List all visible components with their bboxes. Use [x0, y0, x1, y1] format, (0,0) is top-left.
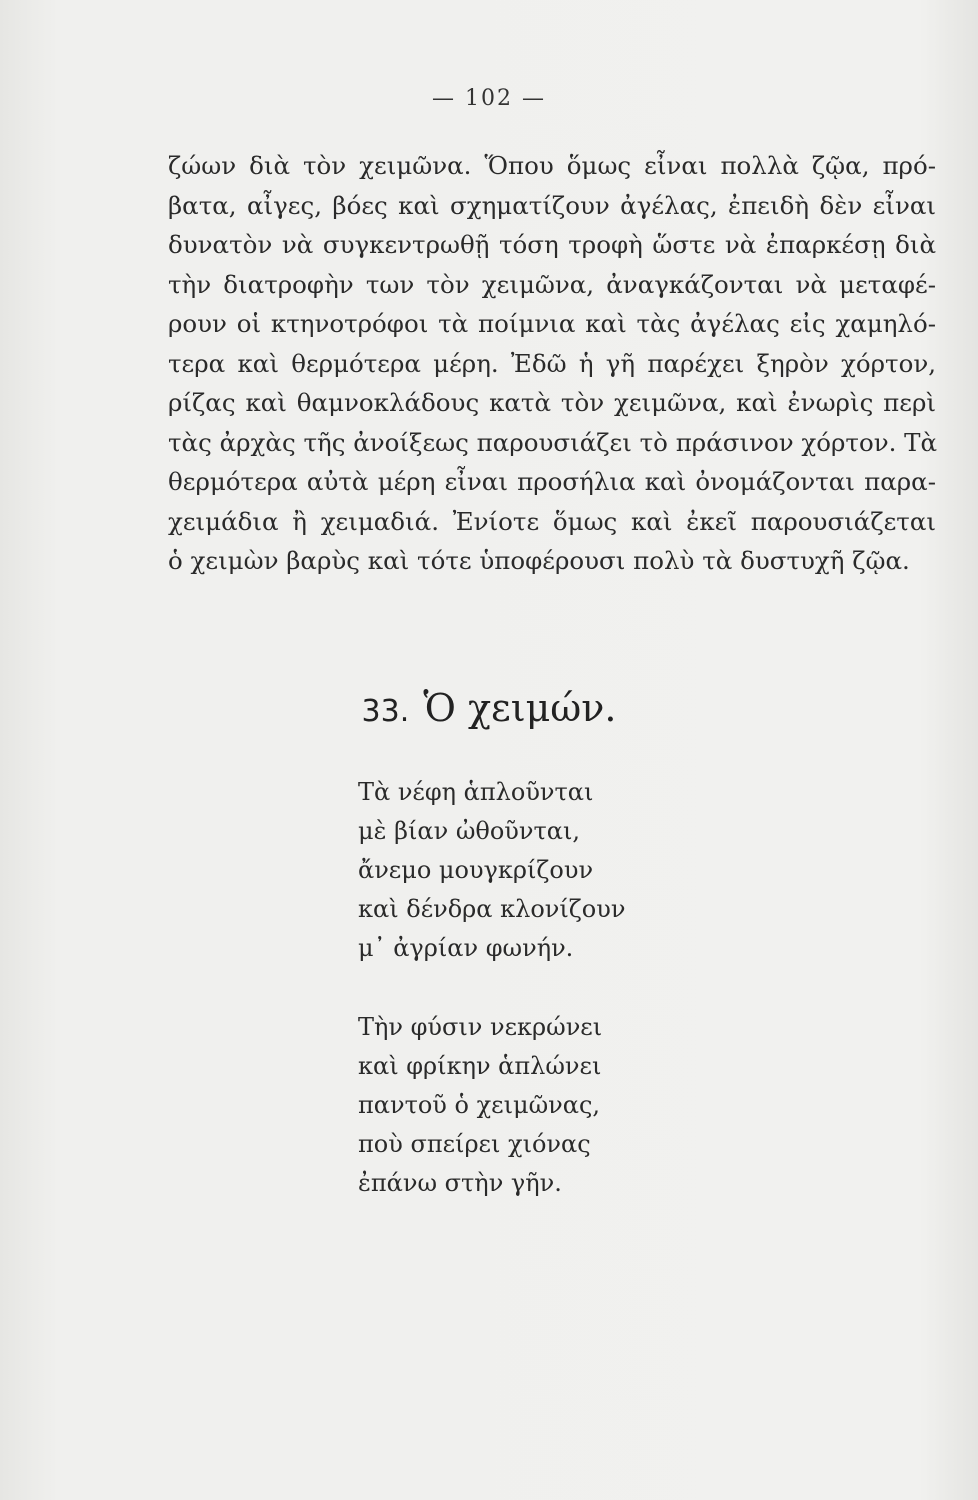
section-title: Ὁ χειμών.: [423, 686, 617, 730]
section-number: 33.: [361, 694, 410, 729]
prose-line: τὰς ἀρχὰς τῆς ἀνοίξεως παρουσιάζει τὸ πράσινον χόρτον. Τὰ: [168, 427, 938, 457]
poem-verse: καὶ φρίκην ἁπλώνει: [358, 1052, 602, 1080]
page-number: — 102 —: [432, 86, 546, 111]
poem-verse: μὲ βίαν ὠθοῦνται,: [358, 817, 580, 845]
poem-verse: ποὺ σπείρει χιόνας: [358, 1130, 591, 1158]
prose-line: δυνατὸν νὰ συγκεντρωθῇ τόση τροφὴ ὥστε νὰ ἐπαρκέσῃ διὰ: [168, 230, 936, 259]
poem-verse: παντοῦ ὁ χειμῶνας,: [358, 1091, 601, 1119]
poem-stanza: [358, 1008, 778, 1203]
poem-stanza: [358, 773, 778, 968]
prose-line: ὁ χειμὼν βαρὺς καὶ τότε ὑποφέρουσι πολὺ τὰ δυστυχῆ ζῷα.: [168, 546, 910, 575]
prose-paragraph: [168, 146, 936, 581]
poem-verse: μ᾽ ἀγρίαν φωνήν.: [358, 934, 574, 962]
prose-line: χειμάδια ἢ χειμαδιά. Ἐνίοτε ὅμως καὶ ἐκεῖ παρουσιάζεται: [168, 506, 936, 536]
prose-line: τὴν διατροφὴν των τὸν χειμῶνα, ἀναγκάζονται νὰ μεταφέ-: [168, 269, 936, 299]
poem-verse: Τὴν φύσιν νεκρώνει: [358, 1013, 603, 1041]
poem-verse: ἐπάνω στὴν γῆν.: [358, 1169, 562, 1197]
prose-line: τερα καὶ θερμότερα μέρη. Ἐδῶ ἡ γῆ παρέχει ξηρὸν χόρτον,: [168, 348, 936, 378]
prose-line: θερμότερα αὐτὰ μέρη εἶναι προσήλια καὶ ὀνομάζονται παρα-: [168, 467, 936, 496]
prose-line: ρίζας καὶ θαμνοκλάδους κατὰ τὸν χειμῶνα, καὶ ἐνωρὶς περὶ: [168, 388, 936, 417]
section-heading: [0, 686, 978, 730]
prose-line: βατα, αἶγες, βόες καὶ σχηματίζουν ἀγέλας, ἐπειδὴ δὲν εἶναι: [168, 190, 936, 220]
poem-verse: ἄνεμο μουγκρίζουν: [358, 856, 594, 884]
poem-verse: καὶ δένδρα κλονίζουν: [358, 895, 626, 923]
prose-line: ρουν οἱ κτηνοτρόφοι τὰ ποίμνια καὶ τὰς ἀγέλας εἰς χαμηλό-: [168, 309, 936, 338]
poem-verse: Τὰ νέφη ἁπλοῦνται: [358, 778, 594, 806]
prose-line: ζώων διὰ τὸν χειμῶνα. Ὅπου ὅμως εἶναι πολλὰ ζῷα, πρό-: [168, 151, 936, 180]
